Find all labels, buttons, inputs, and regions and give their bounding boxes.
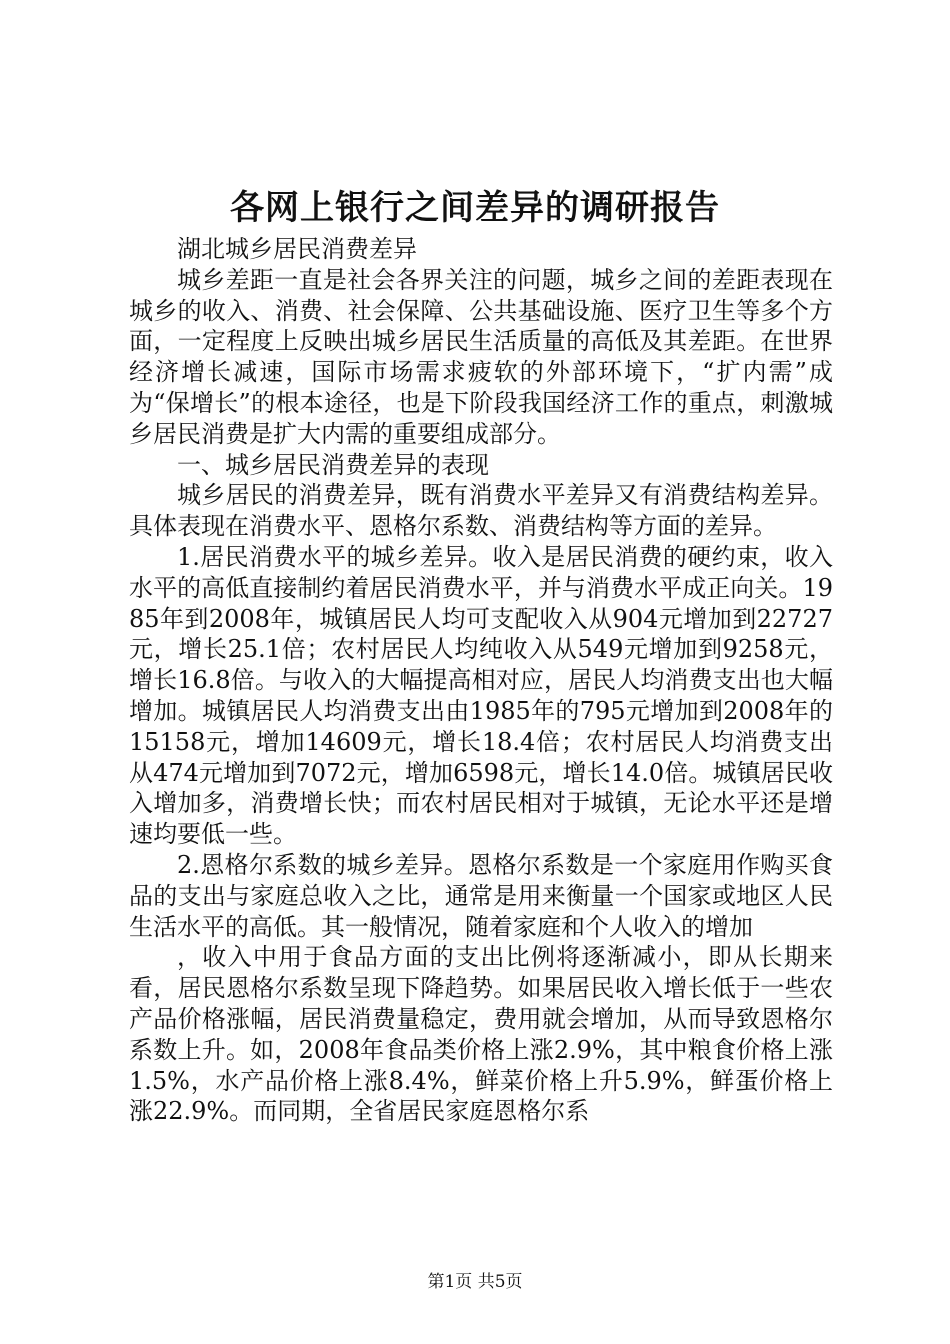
document-body — [129, 234, 833, 1127]
body-paragraph: 1.居民消费水平的城乡差异。收入是居民消费的硬约束，收入水平的高低直接制约着居民消费水平，并与消费水平成正向关。1985年到2008年，城镇居民人均可支配收入从904元增加到22727元，增长25.1倍；农村居民人均纯收入从549元增加到9258元，增长16.8倍。与收入的大幅提高相对应，居民人均消费支出也大幅增加。城镇居民人均消费支出由1985年的795元增加到2008年的15158元，增加14609元，增长18.4倍；农村居民人均消费支出从474元增加到7072元，增加6598元，增长14.0倍。城镇居民收入增加多，消费增长快；而农村居民相对于城镇，无论水平还是增速均要低一些。 — [129, 542, 833, 849]
section-heading: 一、城乡居民消费差异的表现 — [177, 450, 489, 479]
subtitle-paragraph: 湖北城乡居民消费差异 — [177, 235, 417, 263]
body-paragraph: ，收入中用于食品方面的支出比例将逐渐减小，即从长期来看，居民恩格尔系数呈现下降趋势。如果居民收入增长低于一些农产品价格涨幅，居民消费量稳定，费用就会增加，从而导致恩格尔系数上升。如，2008年食品类价格上涨2.9%，其中粮食价格上涨1.5%，水产品价格上涨8.4%，鲜菜价格上升5.9%，鲜蛋价格上涨22.9%。而同期，全省居民家庭恩格尔系 — [129, 943, 833, 1126]
body-paragraph: 城乡差距一直是社会各界关注的问题，城乡之间的差距表现在城乡的收入、消费、社会保障、公共基础设施、医疗卫生等多个方面，一定程度上反映出城乡居民生活质量的高低及其差距。在世界经济增长减速，国际市场需求疲软的外部环境下，“扩内需”成为“保增长”的根本途径，也是下阶段我国经济工作的重点，刺激城乡居民消费是扩大内需的重要组成部分。 — [129, 265, 833, 448]
document-title: 各网上银行之间差异的调研报告 — [230, 188, 720, 228]
body-paragraph: 2.恩格尔系数的城乡差异。恩格尔系数是一个家庭用作购买食品的支出与家庭总收入之比，通常是用来衡量一个国家或地区人民生活水平的高低。其一般情况，随着家庭和个人收入的增加 — [129, 850, 833, 941]
page-footer: 第1页 共5页 — [427, 1272, 523, 1292]
body-paragraph: 城乡居民的消费差异，既有消费水平差异又有消费结构差异。具体表现在消费水平、恩格尔系数、消费结构等方面的差异。 — [129, 481, 833, 541]
